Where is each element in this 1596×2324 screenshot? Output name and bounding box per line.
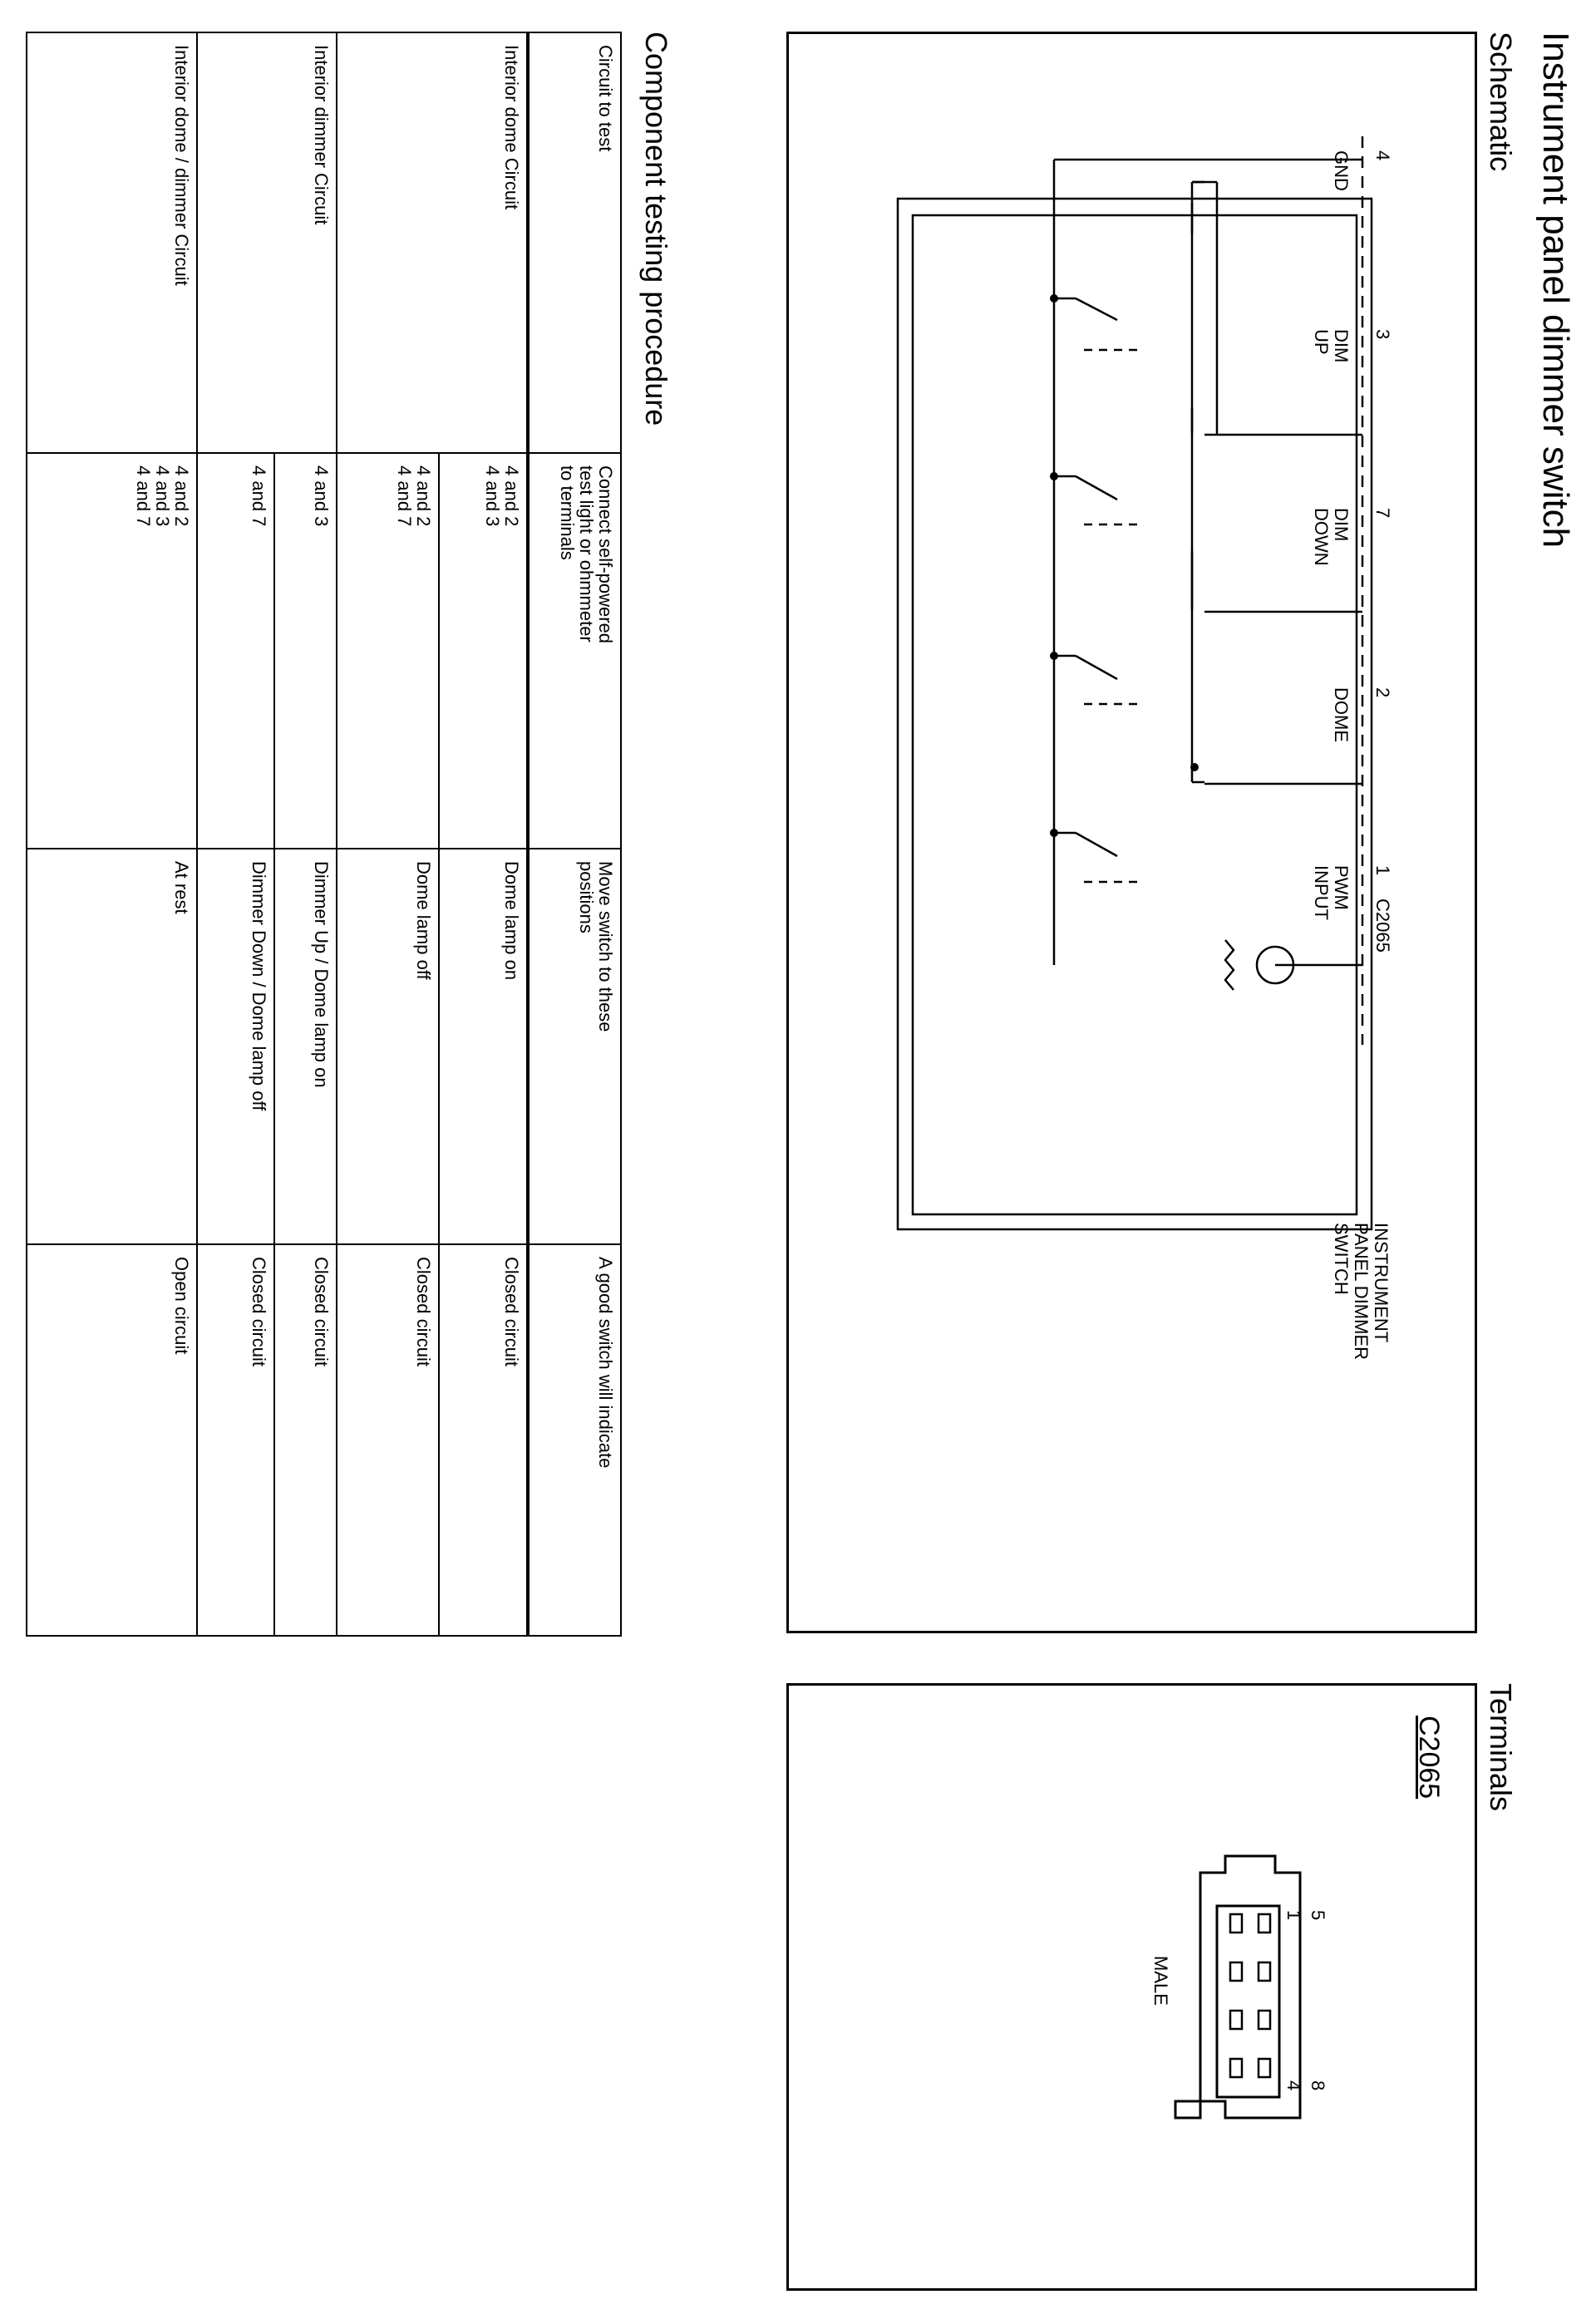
row-5-position: At rest	[27, 849, 197, 1244]
row-1-position: Dome lamp on	[439, 849, 529, 1244]
terminals-gender: MALE	[1150, 1956, 1171, 2006]
row-1-circuit: Interior dome Circuit	[439, 32, 529, 453]
pin-4-label: GND	[1331, 150, 1352, 191]
pin-3-label-line1: DIM	[1331, 329, 1352, 363]
terminals-connector-id: C2065	[1413, 1716, 1445, 1800]
row-3-result: Closed circuit	[274, 1244, 337, 1636]
row-1-result: Closed circuit	[439, 1244, 529, 1636]
component-label-line1: INSTRUMENT	[1371, 1223, 1392, 1343]
schematic-frame	[786, 32, 1477, 1633]
row-3-circuit: Interior dimmer Circuit	[274, 32, 337, 453]
schematic-heading: Schematic	[1484, 32, 1518, 172]
procedure-table	[26, 32, 622, 1637]
pin-1-number: 1	[1372, 865, 1393, 876]
pin-1-label-line2: INPUT	[1311, 865, 1332, 920]
terminals-heading: Terminals	[1484, 1683, 1518, 1812]
row-4-result: Closed circuit	[197, 1244, 274, 1636]
component-label-line3: SWITCH	[1331, 1223, 1352, 1295]
pin-7-number: 7	[1372, 508, 1393, 519]
table-row	[197, 32, 274, 1636]
procedure-header-row	[528, 32, 621, 1636]
pin-3-label-line2: UP	[1311, 329, 1332, 355]
terminal-pin-1: 1	[1283, 1910, 1304, 1921]
row-4-circuit	[197, 32, 274, 453]
header-positions: Move switch to these positions	[528, 849, 621, 1244]
table-row	[274, 32, 337, 1636]
header-connect: Connect self-powered test light or ohmmeter to terminals	[528, 453, 621, 849]
component-label-line2: PANEL DIMMER	[1351, 1223, 1372, 1361]
pin-1-label-line1: PWM	[1331, 865, 1352, 910]
row-1-terminals: 4 and 2 4 and 3	[439, 453, 529, 849]
row-4-terminals: 4 and 7	[197, 453, 274, 849]
table-row	[27, 32, 197, 1636]
terminal-pin-4: 4	[1283, 2080, 1304, 2091]
page-title: Instrument panel dimmer switch	[1535, 32, 1576, 549]
procedure-heading: Component testing procedure	[639, 32, 673, 426]
row-5-result: Open circuit	[27, 1244, 197, 1636]
row-5-terminals: 4 and 2 4 and 3 4 and 7	[27, 453, 197, 849]
table-row	[337, 32, 439, 1636]
pin-7-label-line2: DOWN	[1311, 508, 1332, 566]
pin-2-label: DOME	[1331, 687, 1352, 742]
schematic-diagram	[789, 34, 1475, 1631]
row-5-circuit: Interior dome / dimmer Circuit	[27, 32, 197, 453]
row-2-position: Dome lamp off	[337, 849, 439, 1244]
pin-4-number: 4	[1372, 150, 1393, 161]
row-2-terminals: 4 and 2 4 and 7	[337, 453, 439, 849]
header-circuit: Circuit to test	[528, 32, 621, 453]
terminal-pin-8: 8	[1308, 2080, 1328, 2091]
pin-2-number: 2	[1372, 687, 1393, 698]
pin-7-label-line1: DIM	[1331, 508, 1352, 542]
terminal-pin-5: 5	[1308, 1910, 1328, 1921]
schematic-connector-id: C2065	[1372, 899, 1393, 953]
row-2-circuit	[337, 32, 439, 453]
table-row	[439, 32, 529, 1636]
row-3-position: Dimmer Up / Dome lamp on	[274, 849, 337, 1244]
row-3-terminals: 4 and 3	[274, 453, 337, 849]
terminals-frame	[786, 1683, 1477, 2291]
header-result: A good switch will indicate	[528, 1244, 621, 1636]
row-4-position: Dimmer Down / Dome lamp off	[197, 849, 274, 1244]
pin-3-number: 3	[1372, 329, 1393, 340]
connector-diagram	[789, 1686, 1475, 2288]
row-2-result: Closed circuit	[337, 1244, 439, 1636]
